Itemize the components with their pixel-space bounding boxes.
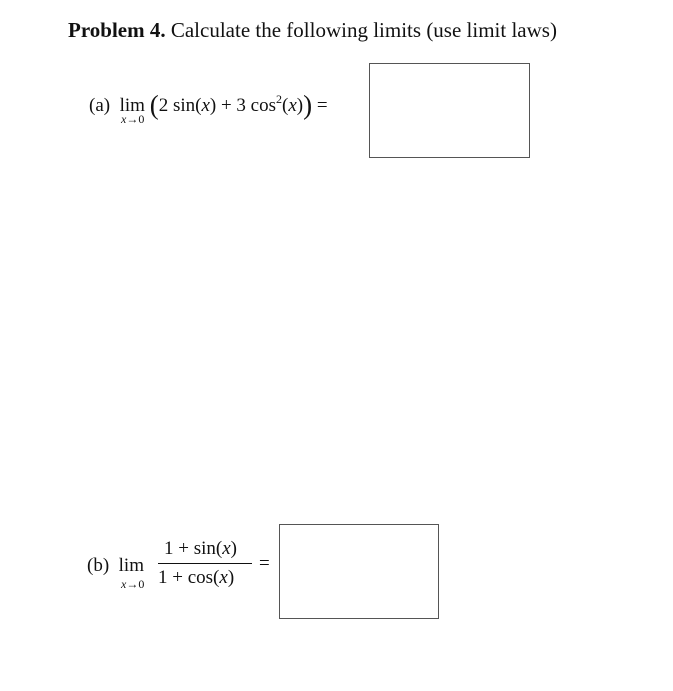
- part-b-den-plus: +: [172, 567, 183, 588]
- part-b-num-one: 1: [164, 538, 174, 559]
- part-b-limit-var: x: [121, 577, 127, 591]
- part-a-arrow: →: [126, 112, 139, 126]
- part-a-term1-close: ): [209, 95, 217, 116]
- part-b-den-one: 1: [158, 567, 168, 588]
- part-b-lim: lim: [118, 555, 144, 576]
- part-a-term1-var: x: [201, 95, 210, 116]
- part-b-label: (b): [87, 555, 110, 576]
- part-a-label: (a): [89, 95, 111, 116]
- part-b-num-var: x: [222, 538, 231, 559]
- part-a-equals: =: [316, 95, 328, 116]
- part-b-numerator: [164, 538, 237, 560]
- part-b-equals: =: [259, 553, 270, 574]
- part-a-limit-point: 0: [138, 112, 145, 126]
- problem-instruction: Calculate the following limits (use limit laws): [170, 18, 557, 42]
- part-a-open-paren: (: [149, 90, 159, 120]
- part-a-limit-subscript: [121, 112, 144, 127]
- problem-label: Problem 4.: [68, 18, 166, 42]
- part-b-denominator: [158, 567, 234, 589]
- part-b-answer-box[interactable]: [279, 524, 439, 619]
- part-b-num-fn: sin(: [193, 538, 223, 559]
- part-b-limit-point: 0: [138, 577, 145, 591]
- part-a-answer-box[interactable]: [369, 63, 530, 158]
- part-b-den-close: ): [227, 567, 235, 588]
- part-a-close-paren: ): [303, 90, 313, 120]
- part-b-num-close: ): [230, 538, 237, 559]
- part-a-term1-coef: 2: [158, 95, 169, 116]
- part-a-lim: lim: [119, 95, 145, 116]
- part-a-term2-open: (: [282, 95, 289, 116]
- part-a-term2-fn: cos: [250, 95, 276, 116]
- part-a-term2-close: ): [296, 95, 304, 116]
- problem-title: [68, 18, 557, 43]
- part-a-plus: +: [220, 95, 232, 116]
- part-b-den-fn: cos(: [187, 567, 220, 588]
- part-a-term2-exp: 2: [276, 92, 282, 106]
- part-a-term2-var: x: [288, 95, 297, 116]
- part-b-num-plus: +: [178, 538, 189, 559]
- part-b-prefix: [87, 555, 144, 577]
- part-a-term1-fn: sin(: [172, 95, 202, 116]
- part-b-limit-subscript: [121, 577, 144, 592]
- part-b-arrow: →: [126, 577, 139, 591]
- part-a-term2-coef: 3: [236, 95, 246, 116]
- part-a-limit-var: x: [121, 112, 127, 126]
- part-b-fraction-bar: [158, 563, 252, 564]
- part-b-den-var: x: [219, 567, 228, 588]
